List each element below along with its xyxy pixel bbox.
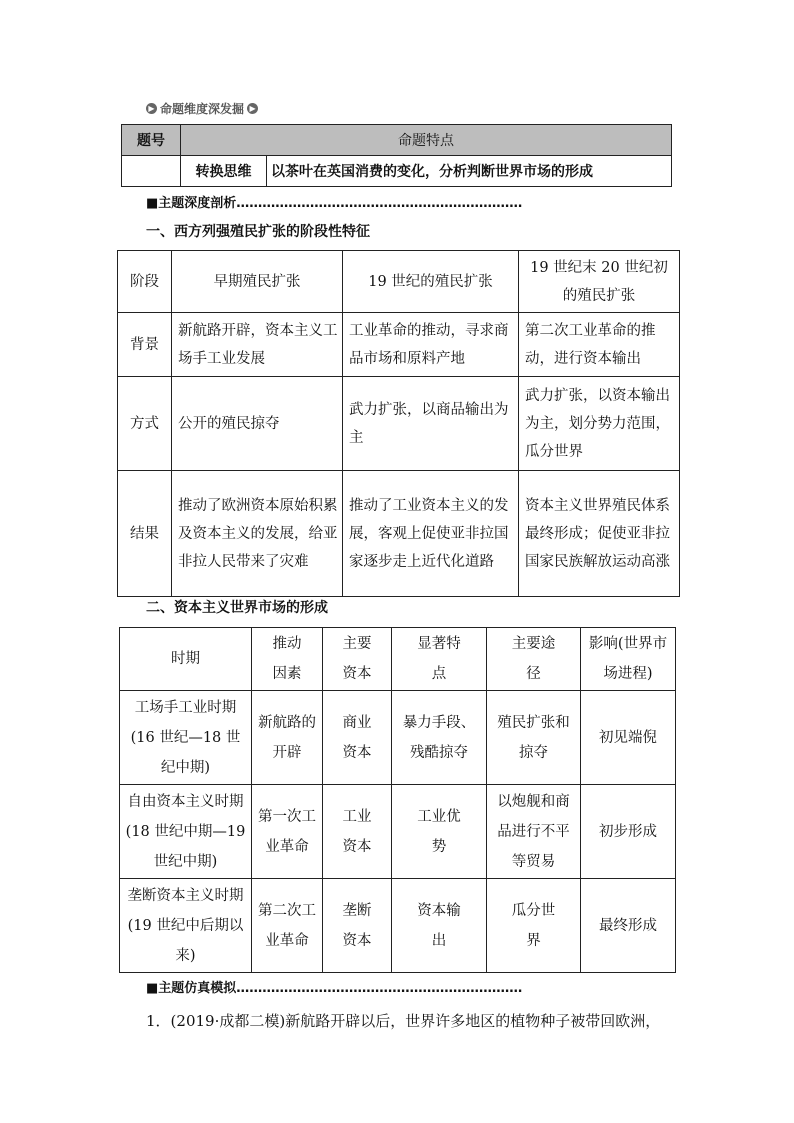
col-feature-header: 命题特点 xyxy=(181,125,672,156)
table-header: 19 世纪的殖民扩张 xyxy=(343,251,519,313)
table-header: 显著特点 xyxy=(392,628,487,691)
table-cell: 工业革命的推动，寻求商品市场和原料产地 xyxy=(343,313,519,377)
table-cell: 初步形成 xyxy=(581,785,676,879)
table-header: 19 世纪末 20 世纪初的殖民扩张 xyxy=(519,251,680,313)
table-cell: 推动了工业资本主义的发展，客观上促使亚非拉国家逐步走上近代化道路 xyxy=(343,471,519,597)
world-market-table xyxy=(119,627,676,973)
table-cell: 第一次工业革命 xyxy=(252,785,323,879)
row-desc-cell: 以茶叶在英国消费的变化，分析判断世界市场的形成 xyxy=(267,156,672,187)
table-cell: 殖民扩张和掠夺 xyxy=(487,691,581,785)
table-cell: 以炮舰和商品进行不平等贸易 xyxy=(487,785,581,879)
question-feature-table xyxy=(121,124,672,187)
row-label: 方式 xyxy=(118,377,172,471)
table-cell: 工业资本 xyxy=(323,785,392,879)
table-cell: 工业优势 xyxy=(392,785,487,879)
table-header: 早期殖民扩张 xyxy=(172,251,343,313)
table-cell: 第二次工业革命的推动，进行资本输出 xyxy=(519,313,680,377)
section-sim-label: ■主题仿真模拟………………………………………………………… xyxy=(146,981,523,996)
table-cell: 新航路的开辟 xyxy=(252,691,323,785)
table-cell: 公开的殖民掠夺 xyxy=(172,377,343,471)
table-header: 影响(世界市场进程) xyxy=(581,628,676,691)
table-header: 推动因素 xyxy=(252,628,323,691)
table-cell: 自由资本主义时期(18 世纪中期—19 世纪中期) xyxy=(120,785,252,879)
table-cell: 初见端倪 xyxy=(581,691,676,785)
section-header-title: 命题维度深发掘 xyxy=(160,102,245,116)
table-cell: 垄断资本 xyxy=(323,879,392,973)
section-analysis-label: ■主题深度剖析………………………………………………………… xyxy=(146,196,523,211)
row-label: 背景 xyxy=(118,313,172,377)
table-header: 时期 xyxy=(120,628,252,691)
question-1-text: 1．(2019·成都二模)新航路开辟以后，世界许多地区的植物种子被带回欧洲， xyxy=(146,1012,661,1030)
colonial-expansion-table xyxy=(117,250,680,597)
table-cell: 暴力手段、残酷掠夺 xyxy=(392,691,487,785)
empty-cell xyxy=(122,156,181,187)
table-header: 阶段 xyxy=(118,251,172,313)
table-cell: 第二次工业革命 xyxy=(252,879,323,973)
table-header: 主要资本 xyxy=(323,628,392,691)
section-header xyxy=(146,100,258,117)
table-cell: 推动了欧洲资本原始积累及资本主义的发展，给亚非拉人民带来了灾难 xyxy=(172,471,343,597)
table-cell: 工场手工业时期(16 世纪—18 世纪中期) xyxy=(120,691,252,785)
table-cell: 瓜分世界 xyxy=(487,879,581,973)
table-cell: 资本输出 xyxy=(392,879,487,973)
table-cell: 新航路开辟，资本主义工场手工业发展 xyxy=(172,313,343,377)
table-header: 主要途径 xyxy=(487,628,581,691)
col-label-header: 题号 xyxy=(122,125,181,156)
table-cell: 最终形成 xyxy=(581,879,676,973)
heading-1: 一、西方列强殖民扩张的阶段性特征 xyxy=(146,224,370,240)
heading-2: 二、资本主义世界市场的形成 xyxy=(146,600,328,616)
row-label: 结果 xyxy=(118,471,172,597)
row-type-cell: 转换思维 xyxy=(181,156,267,187)
table-cell: 垄断资本主义时期(19 世纪中后期以来) xyxy=(120,879,252,973)
arrow-circle-icon: ▶ xyxy=(247,103,258,114)
table-cell: 武力扩张，以资本输出为主，划分势力范围，瓜分世界 xyxy=(519,377,680,471)
table-cell: 武力扩张，以商品输出为主 xyxy=(343,377,519,471)
table-cell: 商业资本 xyxy=(323,691,392,785)
table-cell: 资本主义世界殖民体系最终形成；促使亚非拉国家民族解放运动高涨 xyxy=(519,471,680,597)
arrow-circle-icon: ▶ xyxy=(146,103,157,114)
